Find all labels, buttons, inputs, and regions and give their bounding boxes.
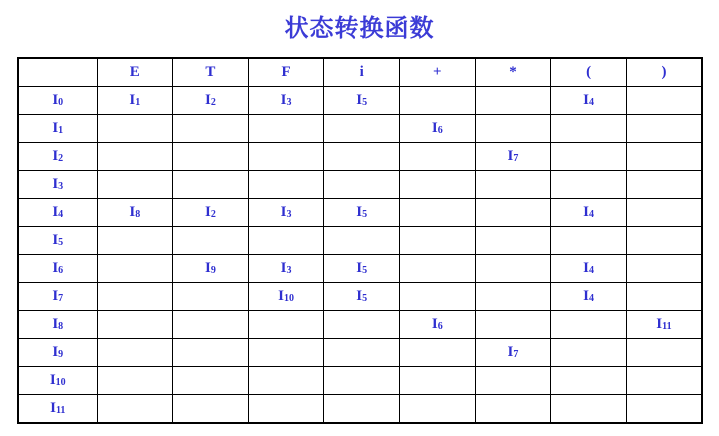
transition-cell — [97, 143, 173, 171]
header-cell: E — [97, 58, 173, 87]
table-row — [18, 311, 702, 339]
transition-cell — [626, 199, 702, 227]
transition-cell: $I_4$ — [551, 255, 627, 283]
state-cell: $I_{10}$ — [18, 367, 97, 395]
transition-cell — [400, 367, 476, 395]
transition-cell: $I_1$ — [97, 87, 173, 115]
transition-cell: $I_5$ — [324, 87, 400, 115]
transition-cell — [400, 283, 476, 311]
transition-cell: $I_{10}$ — [248, 283, 324, 311]
table-row — [18, 395, 702, 424]
transition-cell — [324, 339, 400, 367]
state-cell: $I_{11}$ — [18, 395, 97, 424]
transition-cell — [626, 283, 702, 311]
transition-cell — [248, 227, 324, 255]
header-cell: T — [173, 58, 249, 87]
transition-cell — [626, 115, 702, 143]
transition-cell: $I_5$ — [324, 255, 400, 283]
transition-cell — [173, 227, 249, 255]
transition-cell: $I_2$ — [173, 87, 249, 115]
transition-cell: $I_2$ — [173, 199, 249, 227]
transition-cell: $I_5$ — [324, 283, 400, 311]
transition-cell — [248, 143, 324, 171]
transition-cell — [324, 395, 400, 424]
transition-cell: $I_{11}$ — [626, 311, 702, 339]
transition-cell: $I_7$ — [475, 339, 551, 367]
transition-cell — [173, 143, 249, 171]
header-cell: i — [324, 58, 400, 87]
table-header-row — [18, 58, 702, 87]
state-cell: $I_0$ — [18, 87, 97, 115]
transition-cell — [97, 171, 173, 199]
transition-cell — [324, 143, 400, 171]
state-cell: $I_9$ — [18, 339, 97, 367]
transition-cell: $I_6$ — [400, 115, 476, 143]
transition-cell — [551, 171, 627, 199]
table-row — [18, 171, 702, 199]
transition-cell — [97, 339, 173, 367]
transition-cell — [173, 395, 249, 424]
transition-cell: $I_9$ — [173, 255, 249, 283]
transition-cell — [475, 311, 551, 339]
transition-cell — [475, 283, 551, 311]
transition-cell — [551, 395, 627, 424]
transition-cell — [97, 227, 173, 255]
transition-cell — [97, 395, 173, 424]
transition-cell — [324, 367, 400, 395]
transition-cell — [626, 395, 702, 424]
transition-cell: $I_3$ — [248, 199, 324, 227]
transition-cell — [248, 339, 324, 367]
table-row — [18, 143, 702, 171]
table-row — [18, 255, 702, 283]
transition-cell — [551, 143, 627, 171]
transition-cell — [173, 339, 249, 367]
transition-cell — [626, 367, 702, 395]
transition-cell — [400, 255, 476, 283]
transition-cell — [173, 115, 249, 143]
state-cell: $I_8$ — [18, 311, 97, 339]
transition-cell — [475, 395, 551, 424]
header-cell: F — [248, 58, 324, 87]
transition-cell — [475, 115, 551, 143]
state-cell: $I_6$ — [18, 255, 97, 283]
transition-cell — [626, 171, 702, 199]
table-row — [18, 283, 702, 311]
transition-cell — [173, 311, 249, 339]
table-row — [18, 227, 702, 255]
transition-cell — [248, 115, 324, 143]
transition-cell: $I_4$ — [551, 199, 627, 227]
table-row — [18, 87, 702, 115]
table-body — [18, 87, 702, 424]
transition-cell: $I_4$ — [551, 283, 627, 311]
transition-cell — [626, 339, 702, 367]
transition-cell — [626, 87, 702, 115]
transition-cell — [626, 143, 702, 171]
transition-cell — [551, 339, 627, 367]
transition-cell — [400, 395, 476, 424]
transition-cell — [97, 255, 173, 283]
transition-cell — [97, 283, 173, 311]
transition-cell — [324, 171, 400, 199]
transition-cell — [626, 255, 702, 283]
transition-cell: $I_3$ — [248, 255, 324, 283]
transition-cell — [475, 227, 551, 255]
transition-cell — [475, 367, 551, 395]
state-cell: $I_2$ — [18, 143, 97, 171]
transition-cell — [475, 87, 551, 115]
transition-cell — [248, 311, 324, 339]
transition-cell: $I_3$ — [248, 87, 324, 115]
transition-cell — [551, 311, 627, 339]
transition-cell — [551, 115, 627, 143]
transition-cell — [324, 227, 400, 255]
state-cell: $I_4$ — [18, 199, 97, 227]
transition-cell — [400, 143, 476, 171]
transition-cell — [173, 367, 249, 395]
page-title: 状态转换函数 — [284, 14, 435, 42]
transition-cell — [475, 199, 551, 227]
transition-cell — [400, 339, 476, 367]
transition-cell — [97, 367, 173, 395]
transition-cell — [400, 171, 476, 199]
header-cell: ) — [626, 58, 702, 87]
header-cell: + — [400, 58, 476, 87]
transition-cell — [248, 367, 324, 395]
table-row — [18, 199, 702, 227]
state-cell: $I_3$ — [18, 171, 97, 199]
transition-cell — [173, 283, 249, 311]
header-corner-cell — [18, 58, 97, 87]
transition-cell — [248, 395, 324, 424]
transition-cell — [248, 171, 324, 199]
goto-table — [17, 57, 703, 424]
transition-cell — [475, 255, 551, 283]
transition-cell — [324, 311, 400, 339]
transition-cell: $I_7$ — [475, 143, 551, 171]
transition-cell — [173, 171, 249, 199]
table-row — [18, 367, 702, 395]
header-cell: ( — [551, 58, 627, 87]
transition-cell — [551, 227, 627, 255]
transition-cell — [97, 311, 173, 339]
state-cell: $I_5$ — [18, 227, 97, 255]
transition-cell: $I_5$ — [324, 199, 400, 227]
transition-cell — [97, 115, 173, 143]
transition-cell — [551, 367, 627, 395]
transition-cell — [324, 115, 400, 143]
transition-cell — [475, 171, 551, 199]
state-cell: $I_7$ — [18, 283, 97, 311]
transition-cell — [400, 227, 476, 255]
table-row — [18, 115, 702, 143]
transition-cell — [626, 227, 702, 255]
transition-cell: $I_8$ — [97, 199, 173, 227]
transition-cell — [400, 87, 476, 115]
transition-cell: $I_4$ — [551, 87, 627, 115]
table-row — [18, 339, 702, 367]
transition-cell: $I_6$ — [400, 311, 476, 339]
state-cell: $I_1$ — [18, 115, 97, 143]
transition-cell — [400, 199, 476, 227]
header-cell: * — [475, 58, 551, 87]
